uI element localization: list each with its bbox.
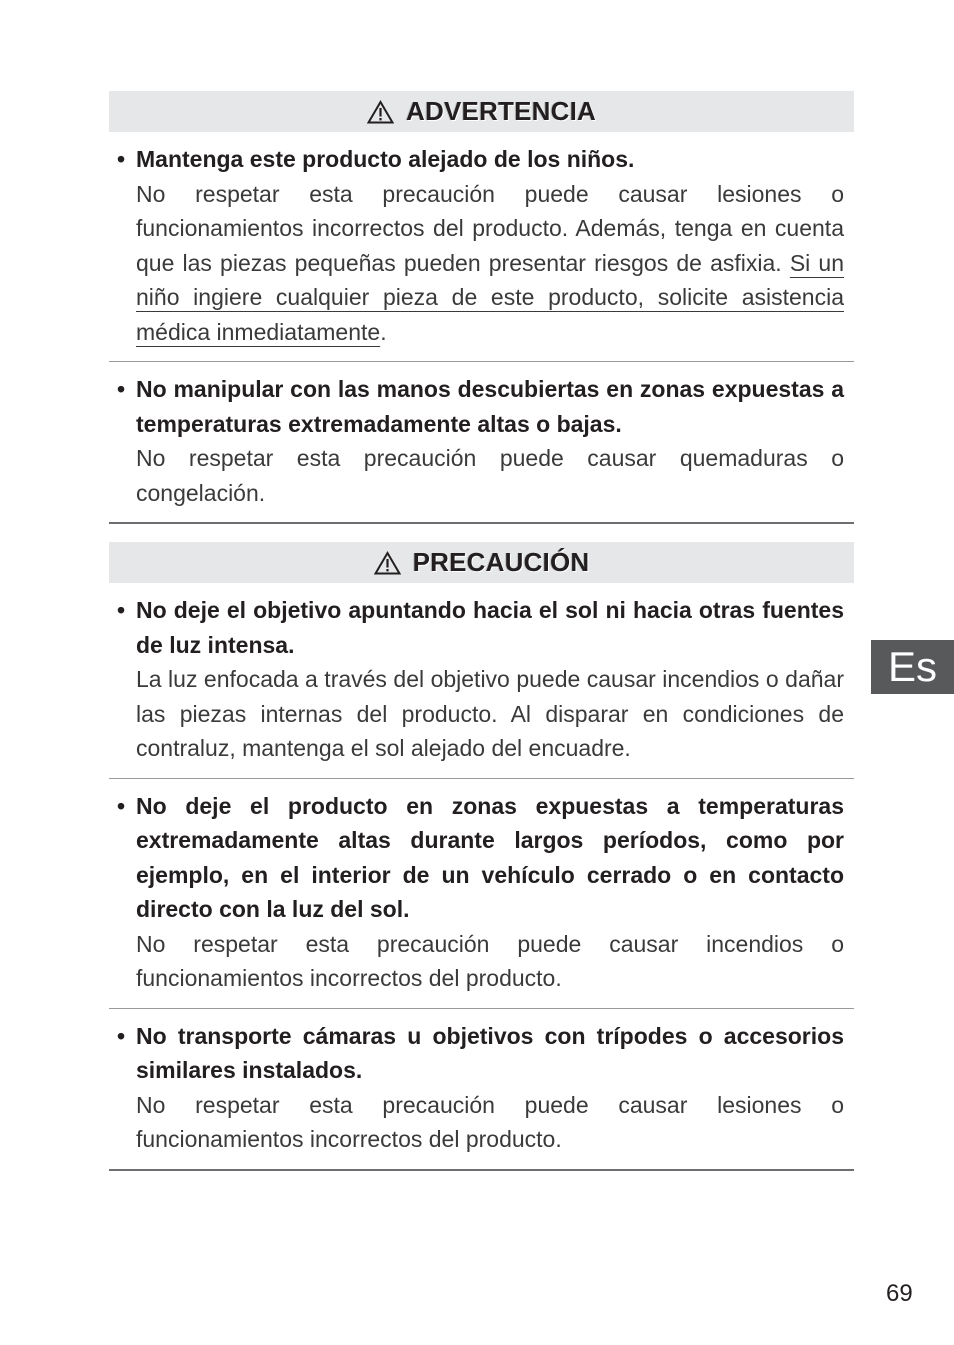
item-body: No respetar esta precaución puede causar lesiones o funcionamientos incorrectos del producto. [136,1091,844,1152]
bullet: • [117,376,126,402]
item-title: No manipular con las manos descubiertas en zonas expuestas a temperaturas extremadamente altas o bajas. [136,376,844,437]
item-body: La luz enfocada a través del objetivo puede causar incendios o dañar las piezas internas del producto. Al disparar en condiciones de contraluz, mantenga el sol alejado del encuadre. [136,666,844,761]
page-content [109,91,854,1171]
bullet: • [117,597,126,623]
list-item [109,779,854,1009]
advertencia-banner [109,91,854,132]
bullet: • [117,1022,126,1049]
item-body [136,177,844,350]
precaucion-banner [109,542,854,583]
list-item [109,362,854,524]
item-body: No respetar esta precaución puede causar incendios o funcionamientos incorrectos del producto. [136,930,844,991]
item-title: Mantenga este producto alejado de los niños. [136,146,635,172]
item-body-underlined: Si un niño ingiere cualquier pieza de este producto, solicite asistencia médica inmediatamente [136,249,844,345]
language-tab: Es [871,640,954,694]
item-body: No respetar esta precaución puede causar quemaduras o congelación. [136,445,844,506]
list-item [109,1009,854,1171]
list-item [109,132,854,362]
bullet: • [117,792,126,819]
item-title: No transporte cámaras u objetivos con trípodes o accesorios similares instalados. [136,1022,844,1083]
bullet: • [117,146,126,172]
item-title: No deje el objetivo apuntando hacia el sol ni hacia otras fuentes de luz intensa. [136,597,844,658]
warning-triangle-icon [374,551,401,575]
item-body-text: No respetar esta precaución puede causar lesiones o funcionamientos incorrectos del producto. Además, tenga en cuenta que las piezas pequeñas pueden presentar riesgos de asfixia. [136,180,844,276]
item-body-end: . [380,318,387,345]
advertencia-heading: ADVERTENCIA [406,96,596,126]
warning-triangle-icon [367,100,394,124]
section-gap [109,524,854,542]
list-item [109,583,854,779]
precaucion-heading: PRECAUCIÓN [412,547,590,577]
page-number: 69 [886,1280,913,1307]
item-title: No deje el producto en zonas expuestas a temperaturas extremadamente altas durante largos períodos, como por ejemplo, en el interior de un vehículo cerrado o en contacto directo con la luz del sol. [136,792,844,922]
